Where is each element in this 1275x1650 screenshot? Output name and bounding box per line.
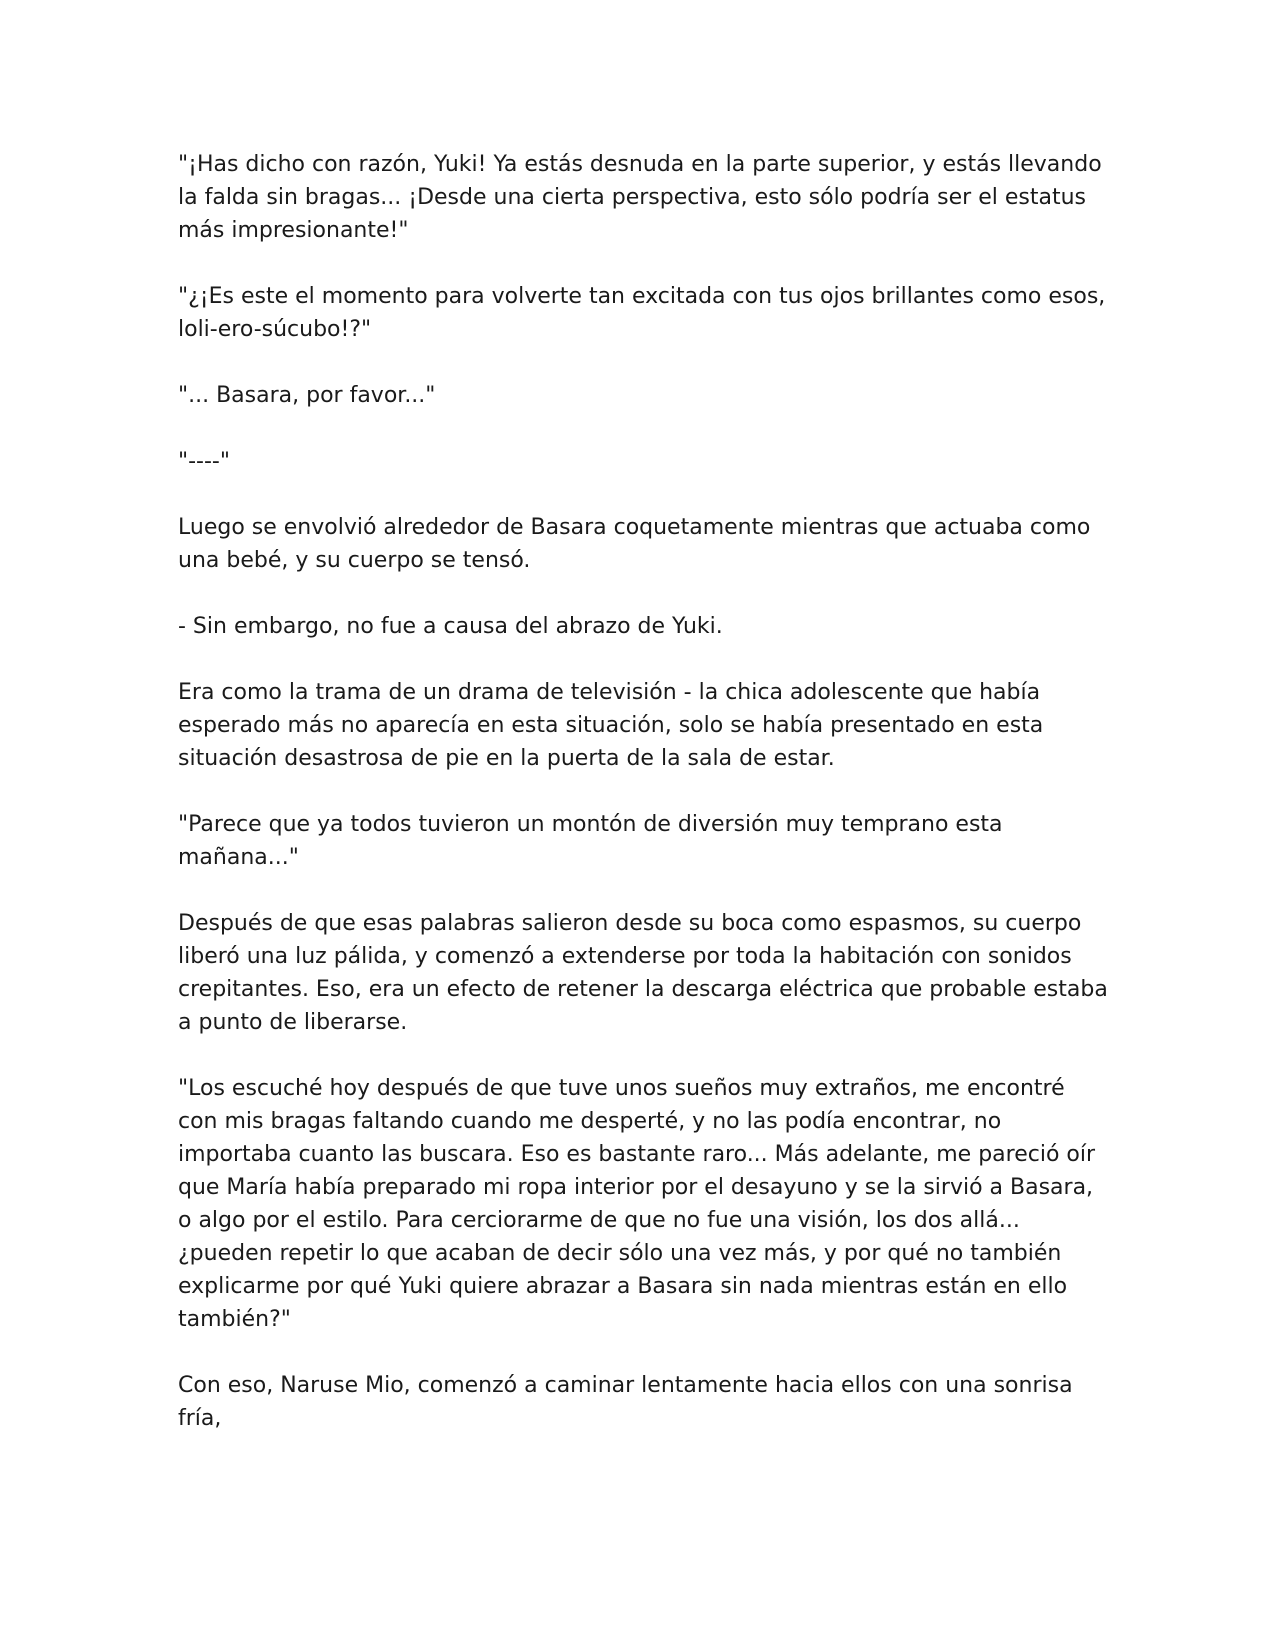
paragraph: - Sin embargo, no fue a causa del abrazo de Yuki.	[178, 614, 723, 639]
paragraph: "Parece que ya todos tuvieron un montón de diversión muy temprano esta mañana..."	[178, 812, 1003, 870]
paragraph: Luego se envolvió alrededor de Basara coquetamente mientras que actuaba como una bebé, y su cuerpo se tensó.	[178, 515, 1091, 573]
paragraph: "Los escuché hoy después de que tuve unos sueños muy extraños, me encontré con mis bragas faltando cuando me desperté, y no las podía encontrar, no importaba cuanto las buscara. Eso es bastante raro... Más adelante, me pareció oír que María había preparado mi ropa interior por el desayuno y se la sirvió a Basara, o algo por el estilo. Para cerciorarme de que no fue una visión, los dos allá... ¿pueden repetir lo que acaban de decir sólo una vez más, y por qué no también explicarme por qué Yuki quiere abrazar a Basara sin nada mientras están en ello también?"	[178, 1076, 1096, 1332]
paragraph: Era como la trama de un drama de televisión - la chica adolescente que había esperado más no aparecía en esta situación, solo se había presentado en esta situación desastrosa de pie en la puerta de la sala de estar.	[178, 680, 1044, 771]
document-body	[178, 148, 1108, 1468]
paragraph: "... Basara, por favor..."	[178, 383, 436, 408]
paragraph: Con eso, Naruse Mio, comenzó a caminar lentamente hacia ellos con una sonrisa fría,	[178, 1373, 1073, 1431]
paragraph: Después de que esas palabras salieron desde su boca como espasmos, su cuerpo liberó una luz pálida, y comenzó a extenderse por toda la habitación con sonidos crepitantes. Eso, era un efecto de retener la descarga eléctrica que probable estaba a punto de liberarse.	[178, 911, 1108, 1035]
paragraph: "¡Has dicho con razón, Yuki! Ya estás desnuda en la parte superior, y estás llevando la falda sin bragas... ¡Desde una cierta perspectiva, esto sólo podría ser el estatus más impresionante!"	[178, 152, 1102, 243]
paragraph: "¿¡Es este el momento para volverte tan excitada con tus ojos brillantes como esos, loli-ero-súcubo!?"	[178, 284, 1106, 342]
paragraph: "----"	[178, 449, 230, 474]
